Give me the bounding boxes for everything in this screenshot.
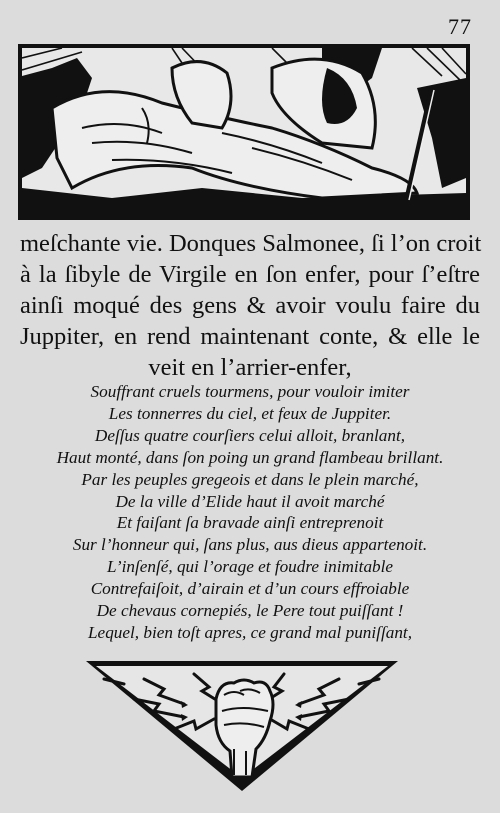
verse-line: Deſſus quatre courſiers celui alloit, branlant, — [94, 425, 406, 445]
verse-line: Par les peuples gregeois et dans le plein marché, — [81, 469, 419, 489]
prose-line: veit en l’arrier-enfer, — [148, 354, 352, 381]
woodcut-figures-image — [22, 48, 466, 216]
verse-line: De la ville d’Elide haut il avoit marché — [115, 491, 385, 511]
verse-line: L’inſenſé, qui l’orage et foudre inimitable — [106, 557, 394, 577]
page-number: 77 — [448, 14, 472, 39]
woodcut-illustration — [18, 44, 470, 220]
prose-line: meſchante vie. Donques Salmonee, ſi l’on croit — [20, 230, 482, 257]
prose-line: Juppiter, en rend maintenant conte, & elle le — [20, 323, 480, 350]
verse-line: De chevaus cornepiés, le Pere tout puiſſant ! — [96, 601, 404, 621]
verse-line: Contrefaiſoit, d’airain et d’un cours effroiable — [90, 579, 410, 599]
prose-line: ainſi moqué des gens & avoir voulu faire du — [20, 292, 480, 319]
prose-line: à la ſibyle de Virgile en ſon enfer, pour ſ’eſtre — [20, 261, 480, 288]
verse-line: Haut monté, dans ſon poing un grand flambeau brillant. — [56, 447, 444, 467]
prose-paragraph — [20, 228, 480, 383]
fist-lightning-icon — [84, 659, 400, 793]
verse-line: Lequel, bien toſt apres, ce grand mal puniſſant, — [88, 622, 412, 642]
verse-block — [0, 381, 500, 644]
verse-line: Et faiſant ſa bravade ainſi entreprenoit — [116, 513, 384, 533]
verse-line: Sur l’honneur qui, ſans plus, aus dieus appartenoit. — [72, 535, 428, 555]
verse-line: Les tonnerres du ciel, et feux de Juppiter. — [108, 403, 392, 423]
fist-lightning-vignette — [84, 659, 400, 793]
verse-line: Souffrant cruels tourmens, pour vouloir imiter — [90, 382, 410, 401]
